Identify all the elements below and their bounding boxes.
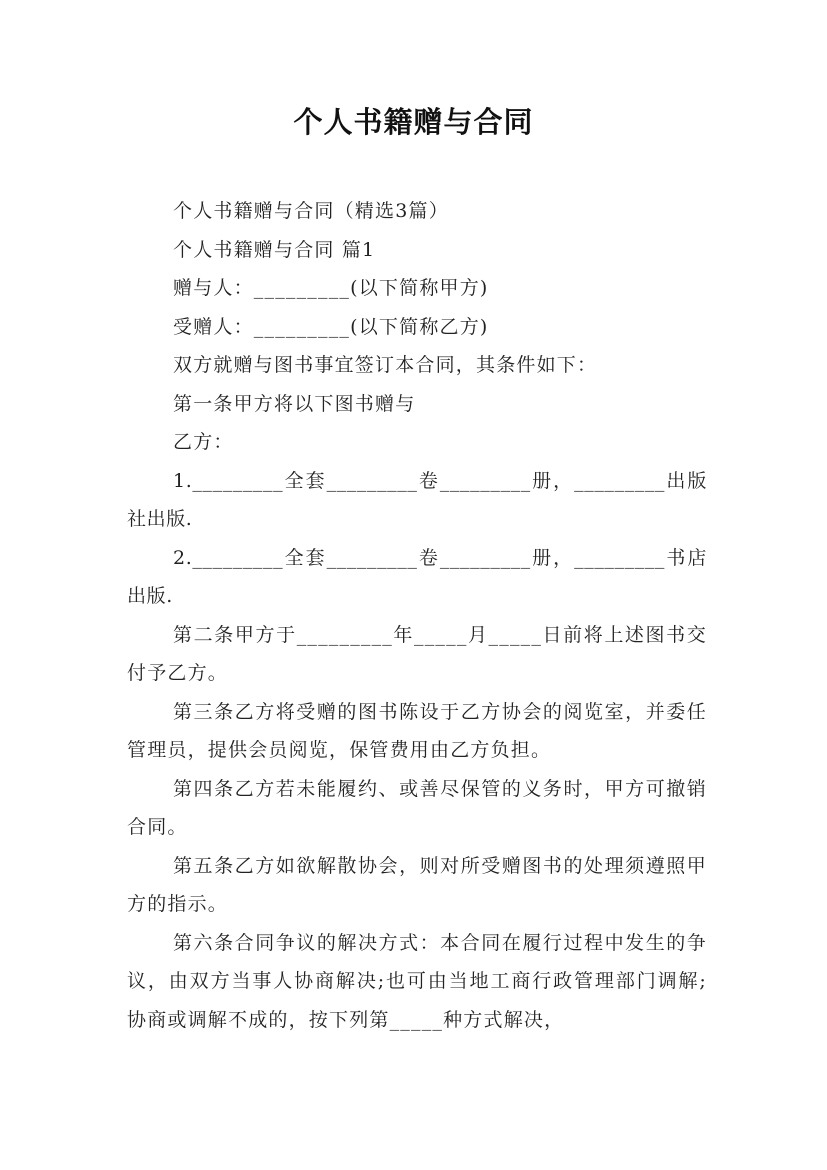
document-body — [127, 192, 707, 1039]
paragraph-item-1: 1._________全套_________卷_________册，_________出版社出版. — [127, 469, 707, 530]
paragraph-article-4: 第四条乙方若未能履约、或善尽保管的义务时，甲方可撤销合同。 — [127, 777, 707, 838]
paragraph-article-2: 第二条甲方于_________年_____月_____日前将上述图书交付予乙方。 — [127, 623, 707, 684]
paragraph-article-6: 第六条合同争议的解决方式：本合同在履行过程中发生的争议，由双方当事人协商解决;也可由当地工商行政管理部门调解;协商或调解不成的，按下列第_____种方式解决， — [127, 931, 707, 1031]
paragraph-article-1: 第一条甲方将以下图书赠与 — [173, 392, 416, 415]
paragraph-item-2: 2._________全套_________卷_________册，_________书店出版. — [127, 546, 707, 607]
paragraph-section-heading: 个人书籍赠与合同 篇1 — [173, 238, 376, 261]
paragraph-article-3: 第三条乙方将受赠的图书陈设于乙方协会的阅览室，并委任管理员，提供会员阅览，保管费用由乙方负担。 — [127, 700, 707, 761]
paragraph-subtitle: 个人书籍赠与合同（精选3篇） — [173, 200, 449, 222]
paragraph-party-b: 乙方： — [173, 431, 234, 453]
paragraph-recipient: 受赠人：_________(以下简称乙方) — [173, 315, 489, 338]
document-title: 个人书籍赠与合同 — [293, 105, 534, 139]
paragraph-article-5: 第五条乙方如欲解散协会，则对所受赠图书的处理须遵照甲方的指示。 — [127, 854, 707, 915]
paragraph-intro: 双方就赠与图书事宜签订本合同，其条件如下： — [173, 354, 598, 376]
paragraph-donor: 赠与人：_________(以下简称甲方) — [173, 277, 489, 299]
